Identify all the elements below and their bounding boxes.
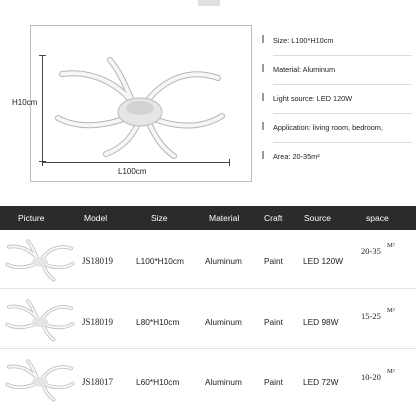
model-cell: JS18017 — [82, 377, 114, 387]
material-cell: Aluminum — [205, 317, 242, 327]
spec-area: Area: 20-35m² — [262, 146, 412, 175]
bullet-icon — [262, 122, 264, 130]
lamp-thumbnail — [4, 358, 76, 402]
header-space: space — [366, 213, 389, 223]
header-model: Model — [84, 213, 108, 223]
header-size: Size — [151, 213, 168, 223]
spec-size: Size: L100*H10cm — [262, 30, 412, 59]
table-header — [0, 206, 416, 230]
space-unit: M² — [387, 368, 395, 375]
header-craft: Craft — [264, 213, 283, 223]
spec-application: Application: living room, bedroom, — [262, 117, 412, 146]
table-row — [0, 232, 416, 289]
spec-list — [262, 30, 412, 175]
source-cell: LED 120W — [303, 256, 344, 266]
height-dimension-line — [42, 55, 43, 162]
top-edge-mark — [198, 0, 220, 6]
spec-material: Material: Aluminum — [262, 59, 412, 88]
space-unit: M² — [387, 242, 395, 249]
bullet-icon — [262, 64, 264, 72]
height-label: H10cm — [12, 98, 38, 107]
bullet-icon — [262, 151, 264, 159]
size-cell: L100*H10cm — [136, 256, 184, 266]
craft-cell: Paint — [264, 317, 283, 327]
craft-cell: Paint — [264, 256, 283, 266]
table-row — [0, 292, 416, 349]
header-picture: Picture — [18, 213, 45, 223]
bullet-icon — [262, 35, 264, 43]
source-cell: LED 98W — [303, 317, 339, 327]
model-cell: JS18019 — [82, 256, 114, 266]
header-material: Material — [209, 213, 240, 223]
size-cell: L60*H10cm — [136, 377, 180, 387]
bullet-icon — [262, 93, 264, 101]
ceiling-lamp-illustration — [50, 52, 230, 162]
space-cell: 20-35 — [361, 246, 381, 256]
size-cell: L80*H10cm — [136, 317, 180, 327]
model-cell: JS18019 — [82, 317, 114, 327]
width-label: L100cm — [118, 167, 147, 176]
craft-cell: Paint — [264, 377, 283, 387]
space-cell: 10-20 — [361, 372, 381, 382]
material-cell: Aluminum — [205, 256, 242, 266]
space-cell: 15-25 — [361, 311, 381, 321]
table-row — [0, 352, 416, 409]
space-unit: M² — [387, 307, 395, 314]
lamp-thumbnail — [4, 238, 76, 282]
header-source: Source — [304, 213, 331, 223]
spec-light-source: Light source: LED 120W — [262, 88, 412, 117]
source-cell: LED 72W — [303, 377, 339, 387]
material-cell: Aluminum — [205, 377, 242, 387]
width-dimension-line — [42, 162, 230, 163]
lamp-thumbnail — [4, 298, 76, 342]
